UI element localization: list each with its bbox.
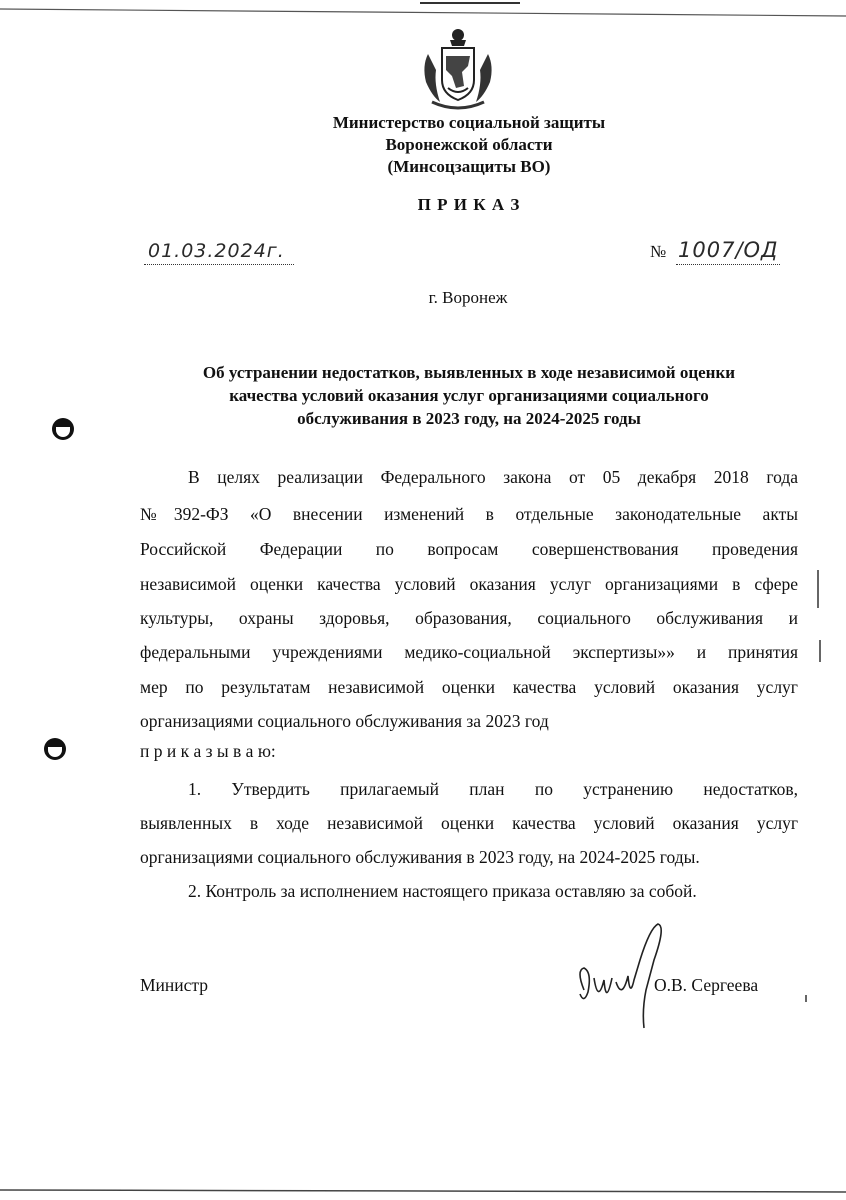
date-underline: [144, 264, 294, 265]
subject-line-2: качества условий оказания услуг организациями социального: [229, 386, 709, 405]
punch-hole-top: [52, 418, 74, 440]
scan-edge-top: [0, 0, 846, 20]
ministry-name-line1: Министерство социальной защиты: [332, 113, 606, 132]
preamble-line-5: культуры, охраны здоровья, образования, социального обслуживания и: [140, 608, 798, 628]
preamble-line-3: Российской Федерации по вопросам совершенствования проведения: [140, 539, 798, 559]
item1-line-2: выявленных в ходе независимой оценки качества условий оказания услуг: [140, 813, 798, 833]
number-underline: [676, 264, 780, 265]
city-name: г. Воронеж: [428, 288, 508, 307]
preamble-line-2: №392-ФЗ «О внесении изменений в отдельные законодательные акты: [140, 504, 798, 524]
signatory-position: Министр: [140, 975, 209, 995]
preamble-line-4: независимой оценки качества условий оказания услуг организациями в сфере: [140, 574, 798, 594]
order-verb: п р и к а з ы в а ю:: [140, 741, 276, 761]
number-sign: №: [650, 242, 667, 261]
document-type-title: П Р И К А З: [417, 195, 521, 214]
order-date-field: [144, 240, 304, 268]
preamble-line-1: В целях реализации Федерального закона от 05 декабря 2018 года: [188, 467, 798, 487]
preamble-line-8: организациями социального обслуживания за 2023 год: [140, 711, 549, 731]
subject-line-3: обслуживания в 2023 году, на 2024-2025 годы: [297, 409, 641, 428]
order-date-handwritten: 01.03.2024г.: [148, 240, 285, 262]
preamble-line-7: мер по результатам независимой оценки качества условий оказания услуг: [140, 677, 798, 697]
signatory-name: О.В. Сергеева: [654, 975, 759, 995]
item2-line: 2. Контроль за исполнением настоящего приказа оставляю за собой.: [188, 881, 697, 901]
item1-line-1: 1. Утвердить прилагаемый план по устранению недостатков,: [188, 779, 798, 799]
subject-line-1: Об устранении недостатков, выявленных в ходе независимой оценки: [202, 363, 736, 382]
ministry-short-name: (Минсоцзащиты ВО): [387, 157, 551, 176]
punch-hole-bottom: [44, 738, 66, 760]
coat-of-arms-emblem: [418, 26, 498, 110]
order-number-handwritten: 1007/ОД: [678, 238, 779, 262]
item1-line-3: организациями социального обслуживания в 2023 году, на 2024-2025 годы.: [140, 847, 700, 867]
preamble-line-6: федеральными учреждениями медико-социальной экспертизы»» и принятия: [140, 642, 798, 662]
scan-margin-marks: [800, 540, 830, 1020]
ministry-name-line2: Воронежской области: [385, 135, 553, 154]
order-number-field: [650, 240, 790, 268]
scan-edge-bottom: [0, 1180, 846, 1200]
